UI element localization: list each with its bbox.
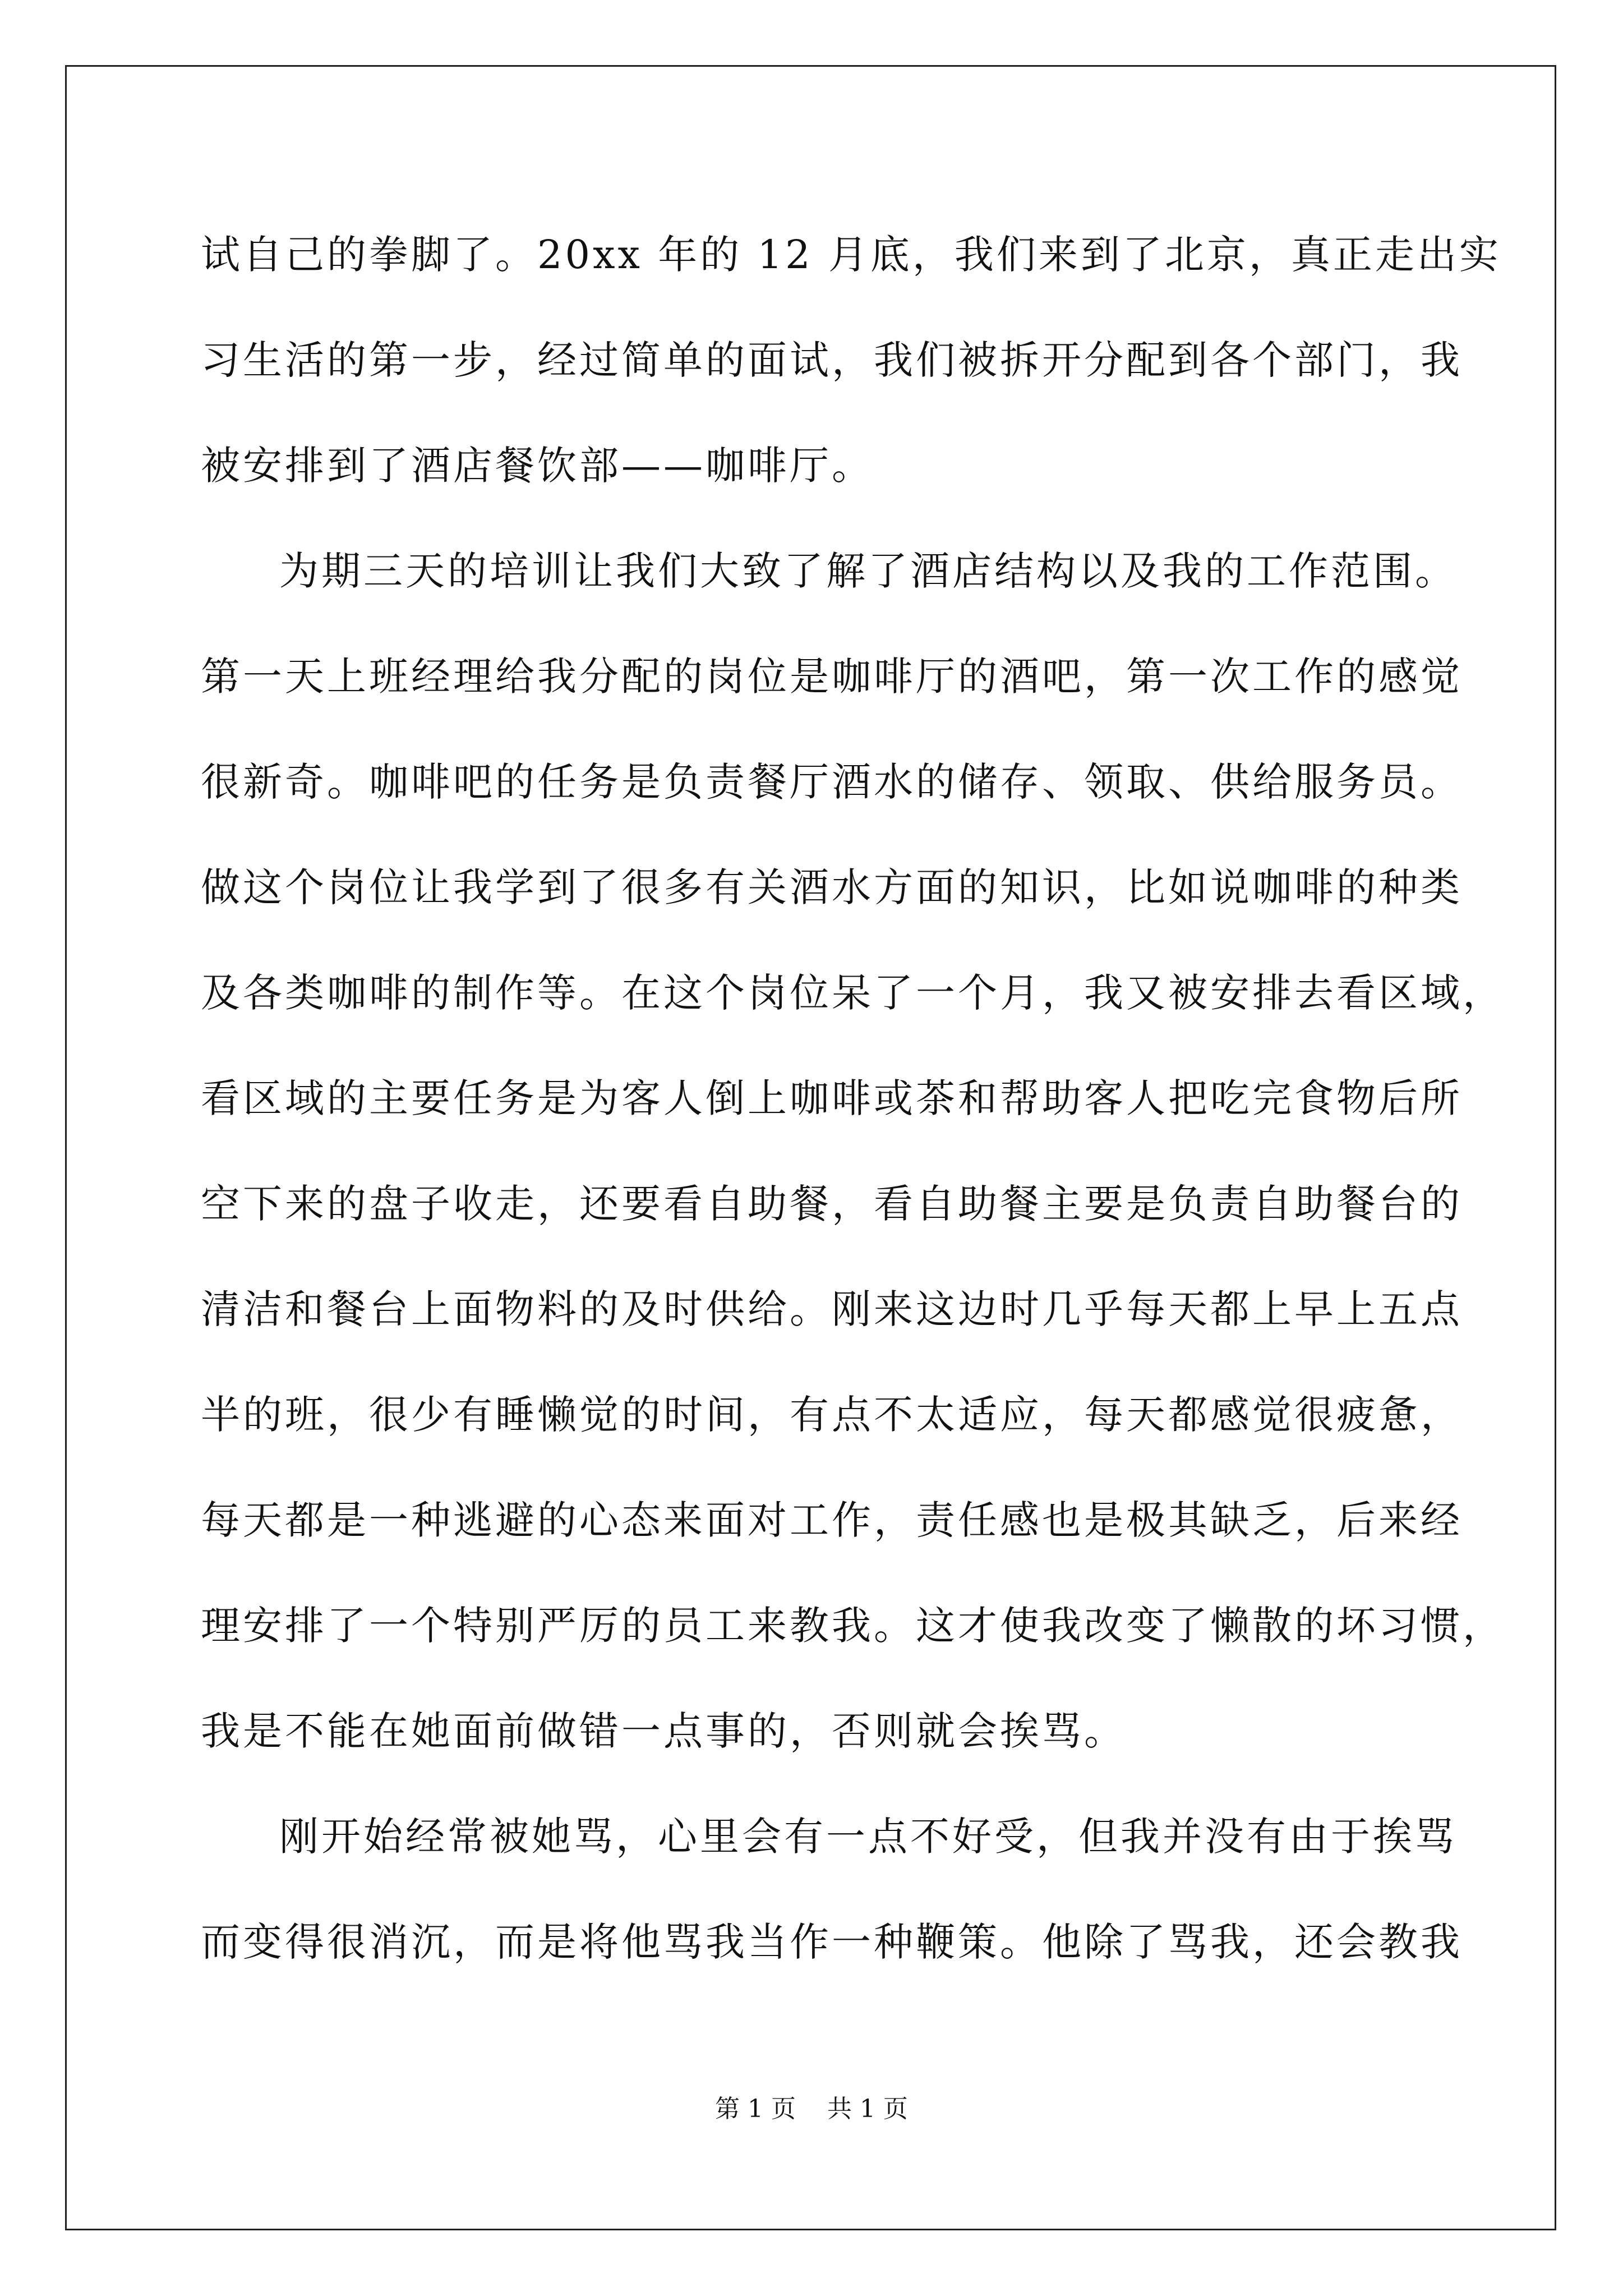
text-line: 我是不能在她面前做错一点事的，否则就会挨骂。 (201, 1708, 1126, 1754)
text-line: 空下来的盘子收走，还要看自助餐，看自助餐主要是负责自助餐台的 (201, 1181, 1463, 1227)
text-line: 第一天上班经理给我分配的岗位是咖啡厅的酒吧，第一次工作的感觉 (201, 654, 1463, 700)
text-line: 清洁和餐台上面物料的及时供给。刚来这边时几乎每天都上早上五点 (201, 1286, 1463, 1332)
page-number-footer: 第 1 页 共 1 页 (715, 2095, 908, 2123)
paragraph-first-line: 刚开始经常被她骂，心里会有一点不好受，但我并没有由于挨骂 (279, 1814, 1457, 1860)
text-line: 理安排了一个特别严厉的员工来教我。这才使我改变了懒散的坏习惯， (201, 1603, 1505, 1649)
paragraph-first-line: 为期三天的培训让我们大致了解了酒店结构以及我的工作范围。 (279, 548, 1457, 594)
text-line: 试自己的拳脚了。20xx 年的 12 月底，我们来到了北京，真正走出实 (201, 232, 1501, 278)
text-line: 半的班，很少有睡懒觉的时间，有点不太适应，每天都感觉很疲惫， (201, 1392, 1463, 1438)
text-line: 习生活的第一步，经过简单的面试，我们被拆开分配到各个部门，我 (201, 337, 1463, 383)
text-line: 及各类咖啡的制作等。在这个岗位呆了一个月，我又被安排去看区域， (201, 970, 1505, 1016)
text-line: 看区域的主要任务是为客人倒上咖啡或茶和帮助客人把吃完食物后所 (201, 1075, 1463, 1121)
text-line: 每天都是一种逃避的心态来面对工作，责任感也是极其缺乏，后来经 (201, 1497, 1463, 1543)
text-line: 而变得很消沉，而是将他骂我当作一种鞭策。他除了骂我，还会教我 (201, 1919, 1463, 1965)
text-line: 很新奇。咖啡吧的任务是负责餐厅酒水的储存、领取、供给服务员。 (201, 759, 1463, 805)
document-body (201, 202, 1505, 1995)
text-line: 做这个岗位让我学到了很多有关酒水方面的知识，比如说咖啡的种类 (201, 864, 1463, 910)
text-line: 被安排到了酒店餐饮部——咖啡厅。 (201, 443, 874, 489)
